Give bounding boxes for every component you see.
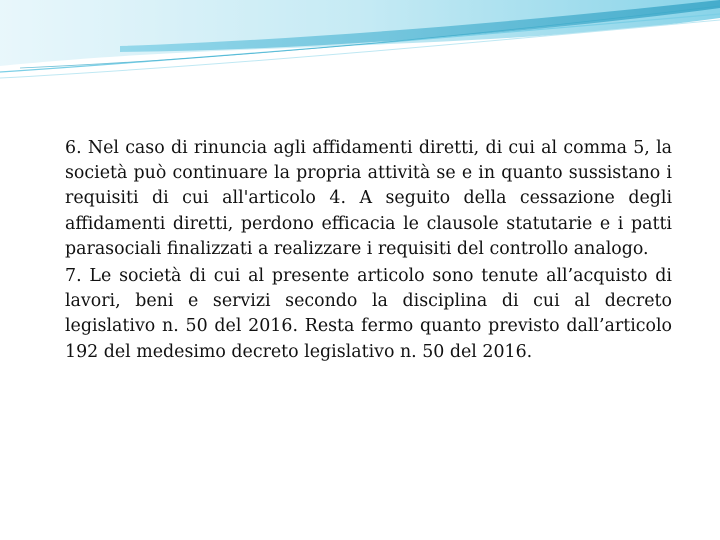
header-wave-decoration	[0, 0, 720, 90]
body-text	[65, 136, 672, 367]
paragraph-6: 6. Nel caso di rinuncia agli affidamenti diretti, di cui al comma 5, la società può continuare la propria attività se e in quanto sussistano i requisiti di cui all'articolo 4. A seguito della cessazione degli affidamenti diretti, perdono efficacia le clausole statutarie e i patti parasociali finalizzati a realizzare i requisiti del controllo analogo.	[65, 138, 672, 259]
paragraph-7: 7. Le società di cui al presente articolo sono tenute all’acquisto di lavori, beni e servizi secondo la disciplina di cui al decreto legislativo n. 50 del 2016. Resta fermo quanto previsto dall’articolo 192 del medesimo decreto legislativo n. 50 del 2016.	[65, 266, 672, 362]
